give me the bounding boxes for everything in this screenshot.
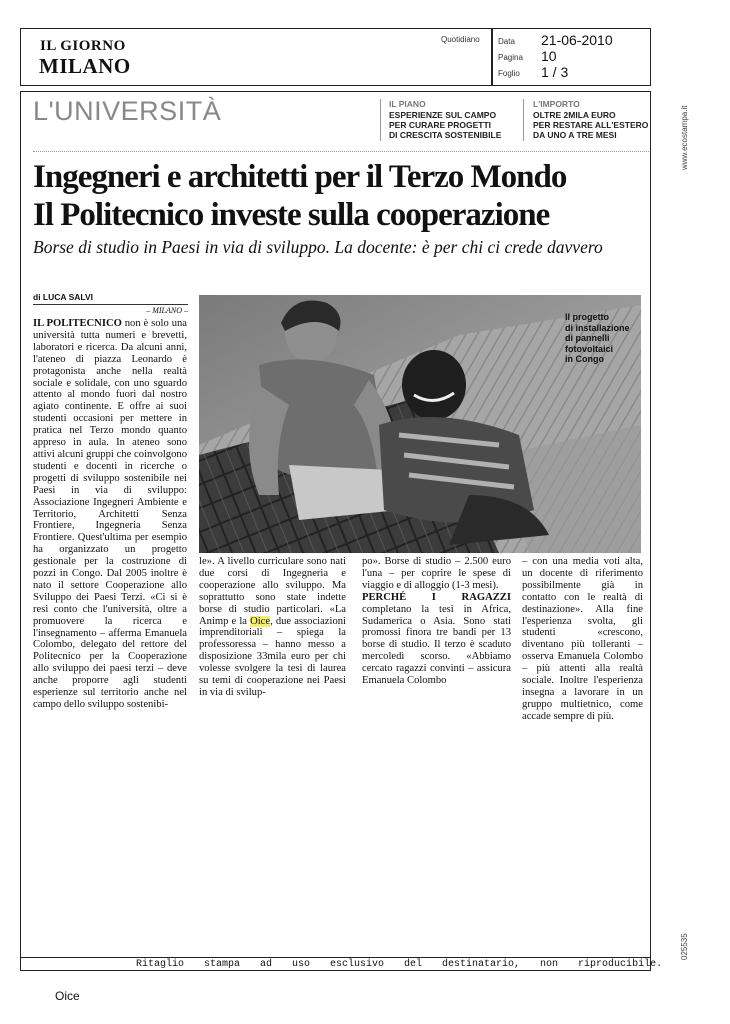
headline-line1: Ingegneri e architetti per il Terzo Mondo: [33, 159, 567, 195]
sheet-value: 1 / 3: [541, 64, 569, 80]
masthead-divider: [491, 28, 493, 86]
side-website: www.ecostampa.it: [680, 105, 689, 170]
box-plan-line: DI CRESCITA SOSTENIBILE: [389, 130, 502, 140]
section-divider-1: [380, 99, 381, 141]
date-value: 21-06-2010: [541, 32, 613, 48]
date-label: Data: [498, 37, 515, 46]
caption-line: fotovoltaici: [565, 343, 614, 354]
column-3-text-a: po». Borse di studio – 2.500 euro l'una – per coprire le spese di viaggio e di alloggio (1-3 mesi).: [362, 556, 511, 591]
box-amount-text: [533, 110, 648, 140]
article-column-1: [33, 318, 187, 711]
page-value: 10: [541, 48, 557, 64]
publication-type: Quotidiano: [441, 35, 480, 44]
paper-name-line2: MILANO: [39, 54, 131, 78]
byline-rule: [33, 304, 188, 305]
box-amount-line: DA UNO A TRE MESI: [533, 130, 617, 140]
photo-caption: [565, 312, 630, 365]
bottom-tag: Oice: [55, 989, 80, 1003]
box-plan-heading: IL PIANO: [389, 99, 426, 109]
section-title: L'UNIVERSITÀ: [33, 96, 222, 126]
box-amount-line: OLTRE 2MILA EURO: [533, 110, 616, 120]
highlighted-term: Oice: [250, 615, 271, 627]
box-amount-heading: L'IMPORTO: [533, 99, 580, 109]
footer-rule: [20, 957, 651, 958]
caption-line: Il progetto: [565, 312, 609, 322]
box-plan-line: PER CURARE PROGETTI: [389, 120, 492, 130]
box-amount-line: PER RESTARE ALL'ESTERO: [533, 120, 649, 130]
byline: di LUCA SALVI: [33, 292, 93, 302]
column-3-subhead: PERCHÉ I RAGAZZI: [362, 591, 511, 603]
article-column-4: – con una media voti alta, un docente di riferimento possibilmente già in contatto con le realtà di destinazione». Alla fine l'esperienza svolta, gli studenti «crescono, diventano più tolleranti – osserva Emanuela Colombo – più attenti alla realtà sociale. Inoltre l'esperienza insegna a lavorare in un gruppo multietnico, come accade sempre di più.: [522, 556, 643, 722]
column-2-text-a: le». A livello curriculare sono nati due corsi di Ingegneria e cooperazione allo sviluppo. Ma soprattutto sono state indette borse di studio particolari. «La Animp e la: [199, 556, 346, 627]
column-3-text-b: completano la tesi in Africa, Sudamerica o Asia. Sono stati promossi finora tre bandi per 13 borse di studio. Il terzo è scaduto mercoledì scorso. «Abbiamo cercato ragazzi convinti – assicura Emanuela Colombo: [362, 603, 511, 687]
caption-line: in Congo: [565, 354, 604, 364]
dateline: – MILANO –: [146, 306, 188, 315]
headline-line2: Il Politecnico investe sulla cooperazione: [33, 197, 550, 233]
caption-line: di installazione: [565, 322, 630, 333]
footer-notice: Ritaglio stampa ad uso esclusivo del destinatario, non riproducibile.: [136, 959, 663, 970]
article-column-2: [199, 556, 346, 699]
sheet-label: Foglio: [498, 69, 520, 78]
column-1-text: non è solo una università tutta numeri e brevetti, laboratori e ricerca. Da alcuni anni, l'ateneo di piazza Leonardo è protagonista anche nella realtà sociale e solidale, con uno sguardo attento al mondo fuori dal nostro agiato continente. E offre ai suoi studenti occasioni per mettere in pratica nel Terzo mondo quanto appreso in aula. In ateneo sono attivi alcuni gruppi che coinvolgono studenti e docenti in ricerche o progetti di sviluppo sostenibile nei Paesi in via di sviluppo: Associazione Ingegneri Ambiente e Territorio, Architetti Senza Frontiere, Ingegneria Senza Frontiere. Quest'ultima per esempio ha organizzato un progetto gestionale per la costruzione di pozzi in Congo. Dal 2005 inoltre è nato il settore Cooperazione allo Sviluppo dei Paesi Terzi. «Ci si è resi conto che l'università, oltre a promuovere la ricerca e l'insegnamento – afferma Emanuela Colombo, delegato del rettore del Politecnico per la Cooperazione allo sviluppo dei paesi terzi – deve anche proporre agli studenti esperienze sul territorio anche nel campo dello sviluppo sostenibi-: [33, 318, 187, 710]
side-code: 025535: [680, 933, 689, 960]
header-rule: [33, 151, 649, 152]
box-plan-line: ESPERIENZE SUL CAMPO: [389, 110, 497, 120]
column-2-text-b: , due associazioni imprenditoriali – spiega la professoressa – hanno messo a disposizione 33mila euro per chi volesse svolgere la tesi di laurea su temi di cooperazione nei Paesi in via di svilup-: [199, 615, 346, 698]
section-divider-2: [523, 99, 524, 141]
box-plan-text: [389, 110, 501, 140]
article-column-3: [362, 556, 511, 687]
page-label: Pagina: [498, 53, 523, 62]
lead-word: IL POLITECNICO: [33, 318, 122, 329]
subheadline: Borse di studio in Paesi in via di sviluppo. La docente: è per chi ci crede davvero: [33, 237, 603, 257]
caption-line: di pannelli: [565, 333, 610, 343]
paper-name-line1: IL GIORNO: [40, 38, 126, 54]
